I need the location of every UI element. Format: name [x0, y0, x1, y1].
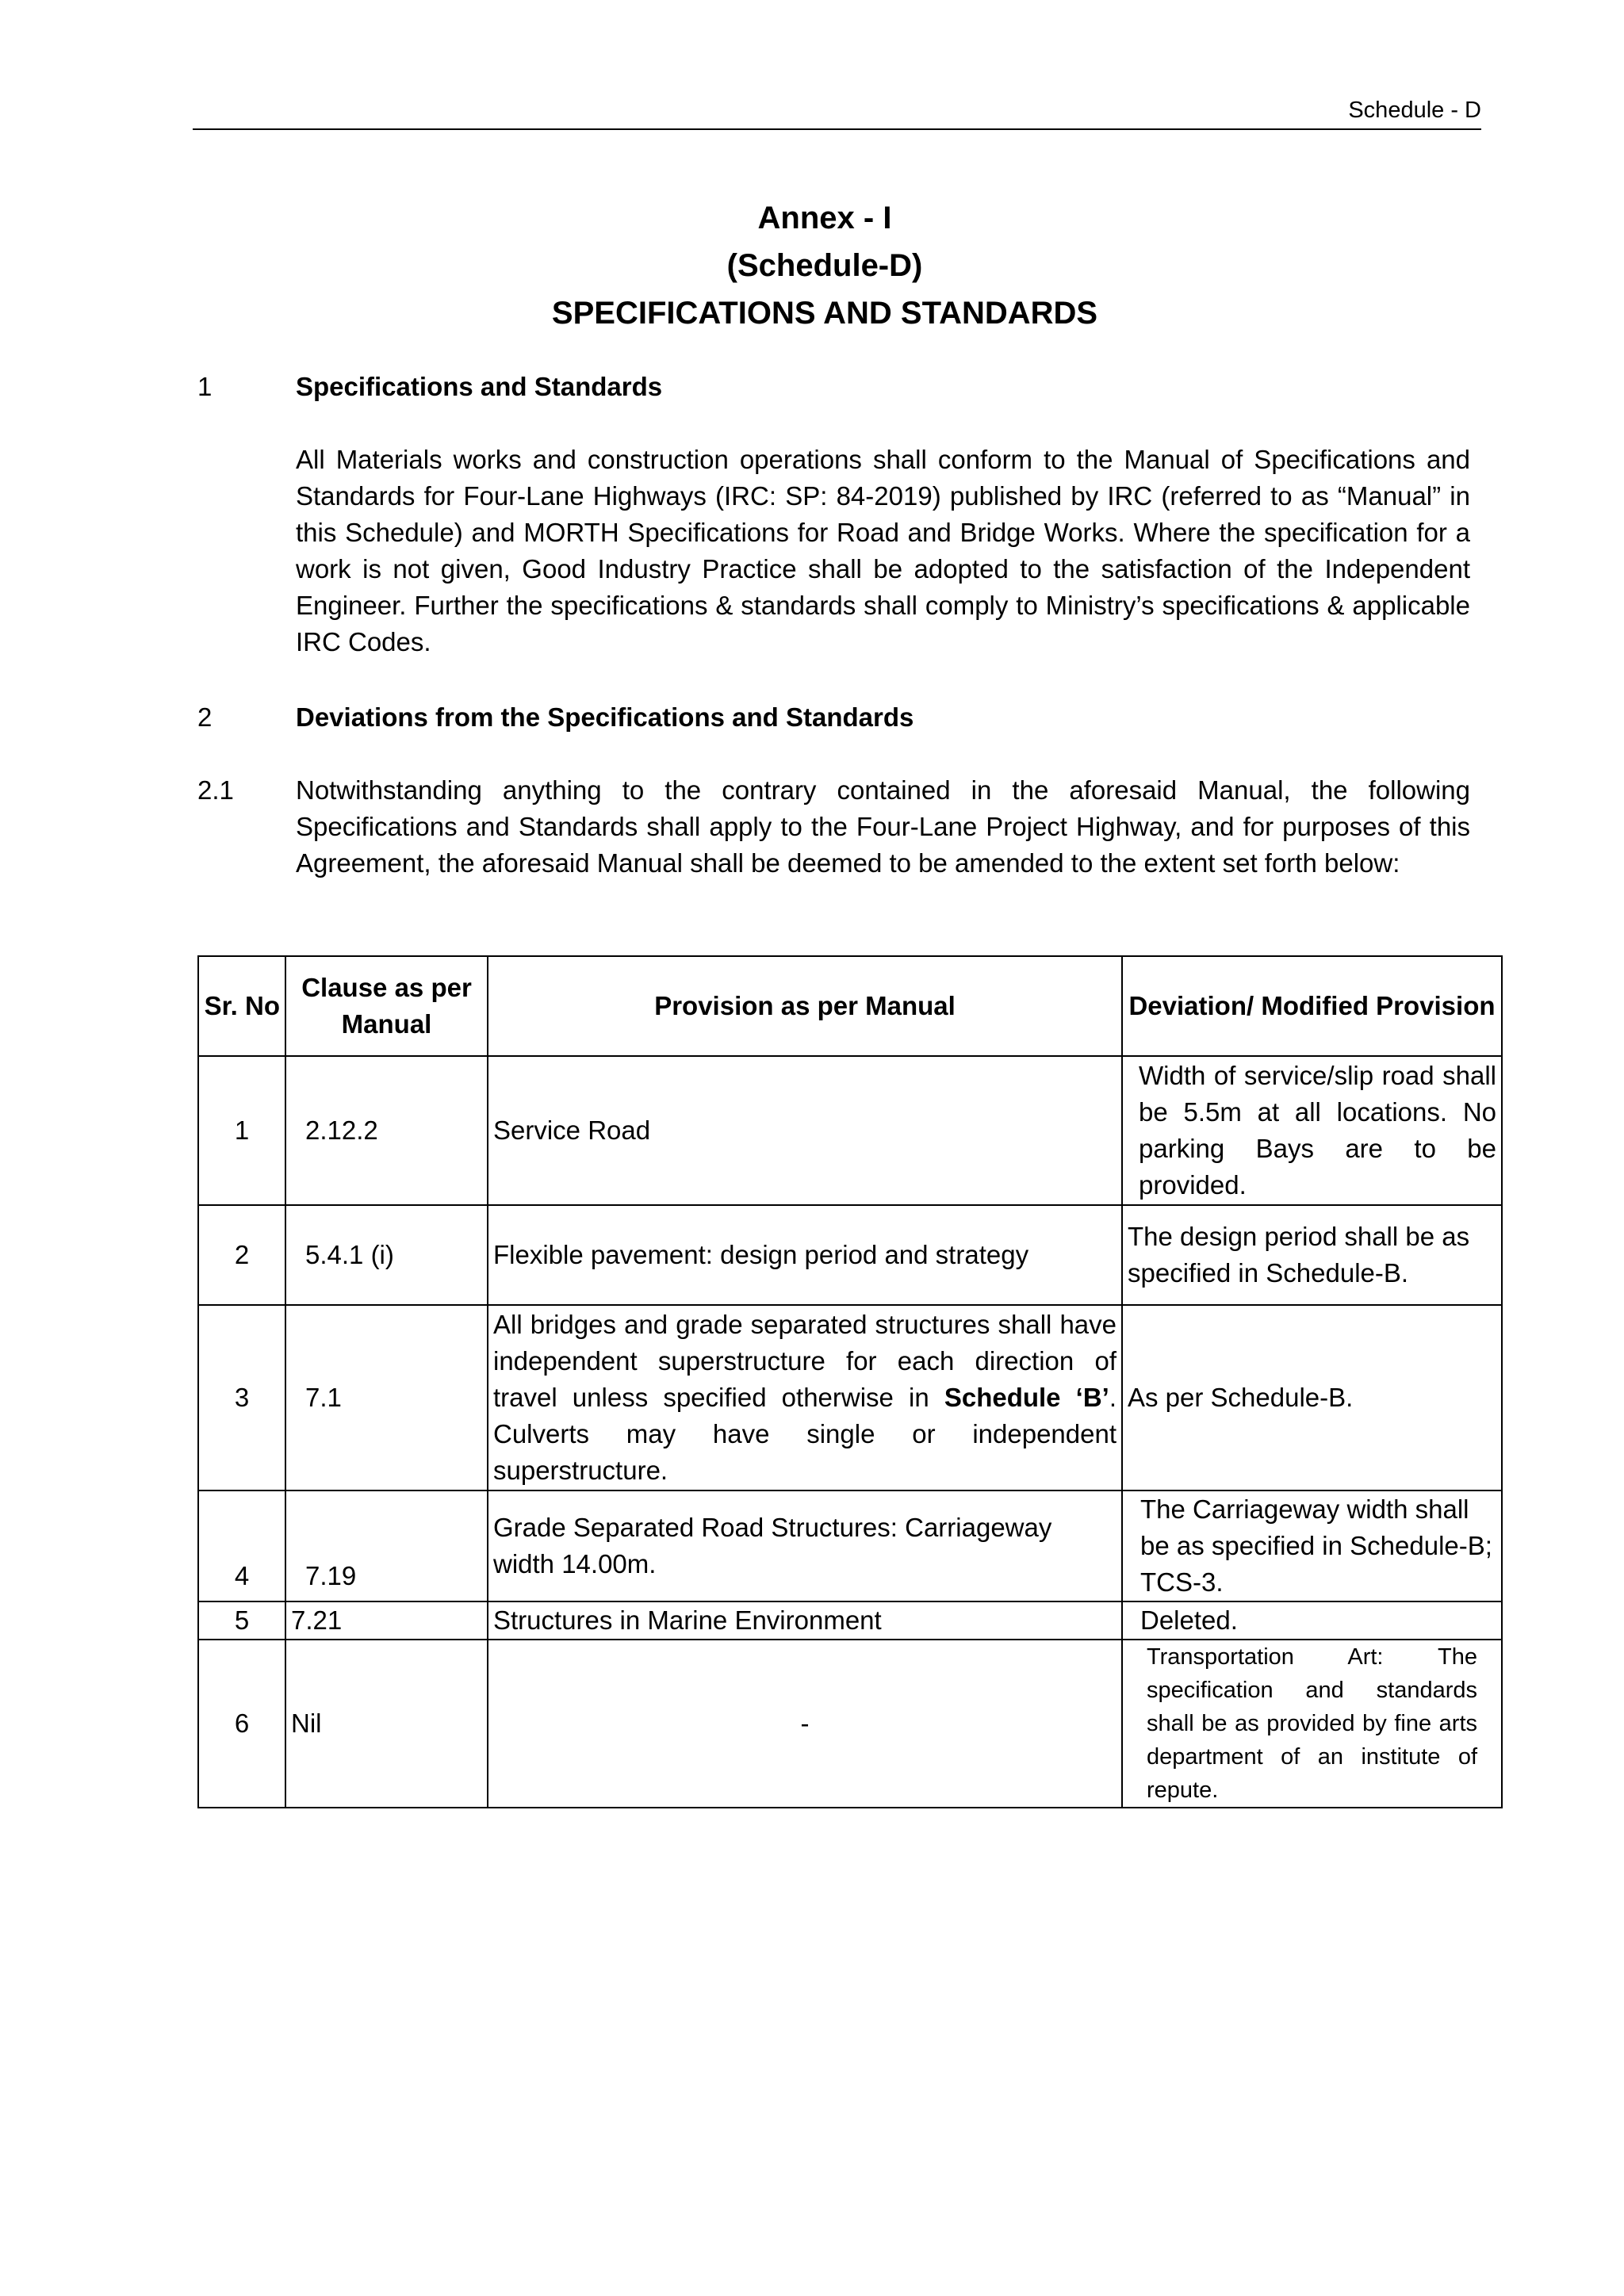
row-sr: 6 — [198, 1640, 285, 1808]
section-number: 2.1 — [197, 775, 234, 805]
row-provision: Service Road — [488, 1056, 1122, 1205]
section-1-body: All Materials works and construction operations shall conform to the Manual of Specifications and Standards for Four-Lane Highways (IRC: SP: 84-2019) published by IRC (referred to as “Manual” in this Schedule) and MORTH Specifications for Road and Bridge Works. Where the specification for a work is not given, Good Industry Practice shall be adopted to the satisfaction of the Independent Engineer. Further the specifications & standards shall comply to Ministry’s specifications & applicable IRC Codes. — [296, 445, 1470, 656]
section-number: 2 — [197, 702, 213, 732]
row-clause: 7.19 — [285, 1490, 488, 1601]
header-rule — [193, 128, 1481, 130]
deviations-table — [197, 955, 1503, 1808]
row-sr: 1 — [198, 1056, 285, 1205]
schedule-subtitle: (Schedule-D) — [726, 248, 923, 283]
row-deviation: Deleted. — [1122, 1601, 1502, 1640]
section-heading: Deviations from the Specifications and Standards — [296, 702, 914, 732]
section-heading: Specifications and Standards — [296, 372, 663, 401]
header-deviation: Deviation/ Modified Provision — [1122, 956, 1502, 1056]
annex-title: Annex - I — [757, 201, 892, 235]
table-row — [198, 1601, 1502, 1640]
table-row — [198, 1056, 1502, 1205]
table-row — [198, 1640, 1502, 1808]
page-title: SPECIFICATIONS AND STANDARDS — [551, 296, 1098, 331]
row-deviation: Width of service/slip road shall be 5.5m at all locations. No parking Bays are to be provided. — [1122, 1056, 1502, 1205]
table-row — [198, 1490, 1502, 1601]
row-sr: 2 — [198, 1205, 285, 1305]
section-2-1-body: Notwithstanding anything to the contrary contained in the aforesaid Manual, the following Specifications and Standards shall apply to the Four-Lane Project Highway, and for purposes of this Agreement, the aforesaid Manual shall be deemed to be amended to the extent set forth below: — [296, 775, 1470, 878]
schedule-b-ref: Schedule ‘B’ — [944, 1383, 1109, 1412]
table-header-row — [198, 956, 1502, 1056]
row-provision — [488, 1305, 1122, 1490]
row-provision: Flexible pavement: design period and strategy — [488, 1205, 1122, 1305]
title-block — [0, 194, 1624, 337]
provision-text: All bridges and grade separated structures shall have independent superstructure for each direction of travel unless specified otherwise in — [493, 1310, 1116, 1412]
row-sr: 3 — [198, 1305, 285, 1490]
row-sr: 5 — [198, 1601, 285, 1640]
provision-text: . Culverts may have single or independent superstructure. — [493, 1383, 1116, 1485]
row-provision: - — [488, 1640, 1122, 1808]
row-sr: 4 — [198, 1490, 285, 1601]
table-row — [198, 1305, 1502, 1490]
row-clause: Nil — [285, 1640, 488, 1808]
row-deviation: Transportation Art: The specification and standards shall be as provided by fine arts department of an institute of repute. — [1122, 1640, 1502, 1808]
section-number: 1 — [197, 372, 213, 401]
row-provision: Grade Separated Road Structures: Carriageway width 14.00m. — [488, 1490, 1122, 1601]
running-header: Schedule - D — [1348, 98, 1481, 123]
table-row — [198, 1205, 1502, 1305]
row-deviation: The Carriageway width shall be as specified in Schedule-B; TCS-3. — [1122, 1490, 1502, 1601]
row-provision: Structures in Marine Environment — [488, 1601, 1122, 1640]
header-sr-no: Sr. No — [198, 956, 285, 1056]
header-clause: Clause as per Manual — [285, 956, 488, 1056]
row-clause: 2.12.2 — [285, 1056, 488, 1205]
header-provision: Provision as per Manual — [488, 956, 1122, 1056]
row-clause: 7.1 — [285, 1305, 488, 1490]
row-deviation: The design period shall be as specified in Schedule-B. — [1122, 1205, 1502, 1305]
row-clause: 7.21 — [285, 1601, 488, 1640]
row-clause: 5.4.1 (i) — [285, 1205, 488, 1305]
row-deviation: As per Schedule-B. — [1122, 1305, 1502, 1490]
